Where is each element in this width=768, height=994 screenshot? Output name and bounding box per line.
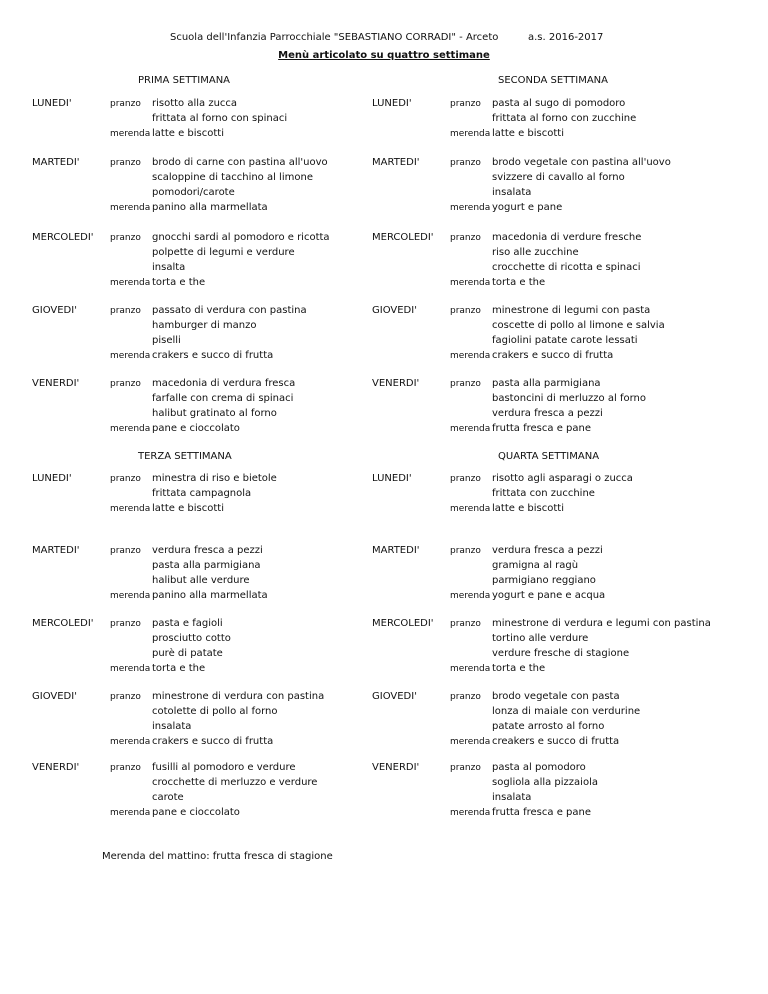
merenda-label: merenda	[450, 737, 491, 747]
pranzo-item: brodo vegetale con pasta	[492, 691, 620, 702]
day-name: LUNEDI'	[372, 473, 412, 484]
pranzo-label: pranzo	[110, 158, 141, 168]
week-title: PRIMA SETTIMANA	[138, 75, 231, 86]
day-name: VENERDI'	[372, 378, 420, 389]
day-name: MERCOLEDI'	[32, 618, 94, 629]
day-name: MERCOLEDI'	[32, 232, 94, 243]
day-name: VENERDI'	[32, 762, 80, 773]
day-name: LUNEDI'	[32, 473, 72, 484]
pranzo-label: pranzo	[450, 619, 481, 629]
merenda-label: merenda	[110, 591, 151, 601]
pranzo-label: pranzo	[110, 546, 141, 556]
pranzo-item: pasta alla parmigiana	[152, 560, 261, 571]
pranzo-label: pranzo	[450, 763, 481, 773]
pranzo-item: pasta al pomodoro	[492, 762, 586, 773]
merenda-item: crakers e succo di frutta	[152, 736, 274, 747]
merenda-label: merenda	[450, 591, 491, 601]
pranzo-item: minestrone di verdura con pastina	[152, 691, 325, 702]
merenda-label: merenda	[450, 808, 491, 818]
merenda-label: merenda	[110, 278, 151, 288]
pranzo-label: pranzo	[110, 474, 141, 484]
pranzo-item: verdure fresche di stagione	[492, 648, 630, 659]
pranzo-item: piselli	[152, 335, 181, 346]
pranzo-label: pranzo	[110, 692, 141, 702]
week-title: SECONDA SETTIMANA	[498, 75, 608, 86]
footer-note: Merenda del mattino: frutta fresca di stagione	[102, 851, 333, 862]
pranzo-label: pranzo	[110, 233, 141, 243]
merenda-item: yogurt e pane e acqua	[492, 590, 606, 601]
pranzo-item: insalata	[492, 792, 532, 803]
pranzo-item: pasta e fagioli	[152, 618, 223, 629]
pranzo-item: parmigiano reggiano	[492, 575, 596, 586]
day-name: MARTEDI'	[372, 545, 420, 556]
day-name: VENERDI'	[372, 762, 420, 773]
pranzo-item: macedonia di verdura fresca	[152, 378, 296, 389]
pranzo-item: coscette di pollo al limone e salvia	[492, 320, 665, 331]
merenda-label: merenda	[450, 203, 491, 213]
merenda-label: merenda	[450, 424, 491, 434]
merenda-item: crakers e succo di frutta	[152, 350, 274, 361]
pranzo-item: brodo di carne con pastina all'uovo	[152, 157, 328, 168]
pranzo-item: tortino alle verdure	[492, 633, 589, 644]
merenda-label: merenda	[110, 504, 151, 514]
pranzo-item: risotto agli asparagi o zucca	[492, 473, 633, 484]
pranzo-item: hamburger di manzo	[152, 320, 257, 331]
pranzo-item: brodo vegetale con pastina all'uovo	[492, 157, 671, 168]
pranzo-item: frittata con zucchine	[492, 488, 595, 499]
merenda-label: merenda	[110, 424, 151, 434]
pranzo-item: purè di patate	[152, 648, 223, 659]
pranzo-item: macedonia di verdure fresche	[492, 232, 642, 243]
pranzo-item: lonza di maiale con verdurine	[492, 706, 641, 717]
merenda-label: merenda	[110, 808, 151, 818]
day-name: VENERDI'	[32, 378, 80, 389]
merenda-item: frutta fresca e pane	[492, 423, 591, 434]
merenda-item: torta e the	[492, 277, 546, 288]
pranzo-item: minestrone di legumi con pasta	[492, 305, 651, 316]
pranzo-label: pranzo	[450, 379, 481, 389]
pranzo-item: insalata	[152, 721, 192, 732]
pranzo-item: svizzere di cavallo al forno	[492, 172, 625, 183]
school-year: a.s. 2016-2017	[528, 32, 604, 43]
pranzo-item: verdura fresca a pezzi	[492, 545, 603, 556]
merenda-item: panino alla marmellata	[152, 590, 268, 601]
merenda-item: torta e the	[152, 663, 206, 674]
merenda-label: merenda	[450, 664, 491, 674]
merenda-item: torta e the	[152, 277, 206, 288]
day-name: GIOVEDI'	[372, 691, 417, 702]
pranzo-label: pranzo	[450, 158, 481, 168]
pranzo-label: pranzo	[450, 233, 481, 243]
pranzo-item: scaloppine di tacchino al limone	[152, 172, 313, 183]
pranzo-item: frittata campagnola	[152, 488, 252, 499]
merenda-label: merenda	[110, 129, 151, 139]
day-name: GIOVEDI'	[372, 305, 417, 316]
merenda-item: latte e biscotti	[492, 503, 564, 514]
pranzo-item: verdura fresca a pezzi	[492, 408, 603, 419]
pranzo-item: minestrone di verdura e legumi con pastina	[492, 618, 711, 629]
merenda-label: merenda	[450, 129, 491, 139]
pranzo-item: prosciutto cotto	[152, 633, 231, 644]
day-name: MERCOLEDI'	[372, 618, 434, 629]
pranzo-item: carote	[152, 792, 184, 803]
pranzo-label: pranzo	[450, 306, 481, 316]
pranzo-item: cotolette di pollo al forno	[152, 706, 278, 717]
pranzo-item: halibut alle verdure	[152, 575, 250, 586]
pranzo-label: pranzo	[110, 306, 141, 316]
merenda-item: pane e cioccolato	[152, 423, 240, 434]
pranzo-item: risotto alla zucca	[152, 98, 238, 109]
pranzo-label: pranzo	[110, 763, 141, 773]
merenda-item: crakers e succo di frutta	[492, 350, 614, 361]
pranzo-label: pranzo	[110, 379, 141, 389]
pranzo-item: farfalle con crema di spinaci	[152, 393, 294, 404]
pranzo-label: pranzo	[450, 692, 481, 702]
pranzo-label: pranzo	[110, 619, 141, 629]
day-name: GIOVEDI'	[32, 305, 77, 316]
pranzo-item: minestra di riso e bietole	[152, 473, 277, 484]
pranzo-item: passato di verdura con pastina	[152, 305, 307, 316]
merenda-label: merenda	[450, 278, 491, 288]
day-name: GIOVEDI'	[32, 691, 77, 702]
day-name: MERCOLEDI'	[372, 232, 434, 243]
merenda-label: merenda	[110, 351, 151, 361]
merenda-label: merenda	[110, 737, 151, 747]
week-title: QUARTA SETTIMANA	[498, 451, 600, 462]
pranzo-item: frittata al forno con zucchine	[492, 113, 637, 124]
pranzo-item: sogliola alla pizzaiola	[492, 777, 598, 788]
school-header: Scuola dell'Infanzia Parrocchiale "SEBASTIANO CORRADI" - Arceto	[170, 32, 499, 43]
pranzo-item: bastoncini di merluzzo al forno	[492, 393, 646, 404]
pranzo-item: fagiolini patate carote lessati	[492, 335, 638, 346]
day-name: LUNEDI'	[32, 98, 72, 109]
pranzo-label: pranzo	[450, 474, 481, 484]
pranzo-item: polpette di legumi e verdure	[152, 247, 295, 258]
pranzo-label: pranzo	[450, 546, 481, 556]
merenda-item: yogurt e pane	[492, 202, 563, 213]
merenda-item: latte e biscotti	[152, 503, 224, 514]
merenda-item: pane e cioccolato	[152, 807, 240, 818]
pranzo-item: crocchette di merluzzo e verdure	[152, 777, 318, 788]
pranzo-item: halibut gratinato al forno	[152, 408, 277, 419]
pranzo-item: insalta	[152, 262, 186, 273]
pranzo-item: pasta al sugo di pomodoro	[492, 98, 626, 109]
menu-subtitle: Menù articolato su quattro settimane	[278, 50, 490, 61]
day-name: MARTEDI'	[32, 545, 80, 556]
pranzo-item: pomodori/carote	[152, 187, 235, 198]
pranzo-label: pranzo	[110, 99, 141, 109]
pranzo-item: gramigna al ragù	[492, 560, 579, 571]
pranzo-item: patate arrosto al forno	[492, 721, 605, 732]
pranzo-item: crocchette di ricotta e spinaci	[492, 262, 641, 273]
merenda-label: merenda	[110, 203, 151, 213]
pranzo-item: frittata al forno con spinaci	[152, 113, 288, 124]
merenda-item: torta e the	[492, 663, 546, 674]
pranzo-item: insalata	[492, 187, 532, 198]
merenda-item: latte e biscotti	[492, 128, 564, 139]
merenda-item: creakers e succo di frutta	[492, 736, 620, 747]
merenda-label: merenda	[450, 504, 491, 514]
pranzo-item: gnocchi sardi al pomodoro e ricotta	[152, 232, 330, 243]
merenda-item: latte e biscotti	[152, 128, 224, 139]
pranzo-item: verdura fresca a pezzi	[152, 545, 263, 556]
week-title: TERZA SETTIMANA	[138, 451, 232, 462]
day-name: MARTEDI'	[32, 157, 80, 168]
merenda-item: panino alla marmellata	[152, 202, 268, 213]
day-name: LUNEDI'	[372, 98, 412, 109]
pranzo-item: riso alle zucchine	[492, 247, 579, 258]
pranzo-label: pranzo	[450, 99, 481, 109]
merenda-label: merenda	[450, 351, 491, 361]
pranzo-item: fusilli al pomodoro e verdure	[152, 762, 296, 773]
pranzo-item: pasta alla parmigiana	[492, 378, 601, 389]
merenda-item: frutta fresca e pane	[492, 807, 591, 818]
merenda-label: merenda	[110, 664, 151, 674]
day-name: MARTEDI'	[372, 157, 420, 168]
